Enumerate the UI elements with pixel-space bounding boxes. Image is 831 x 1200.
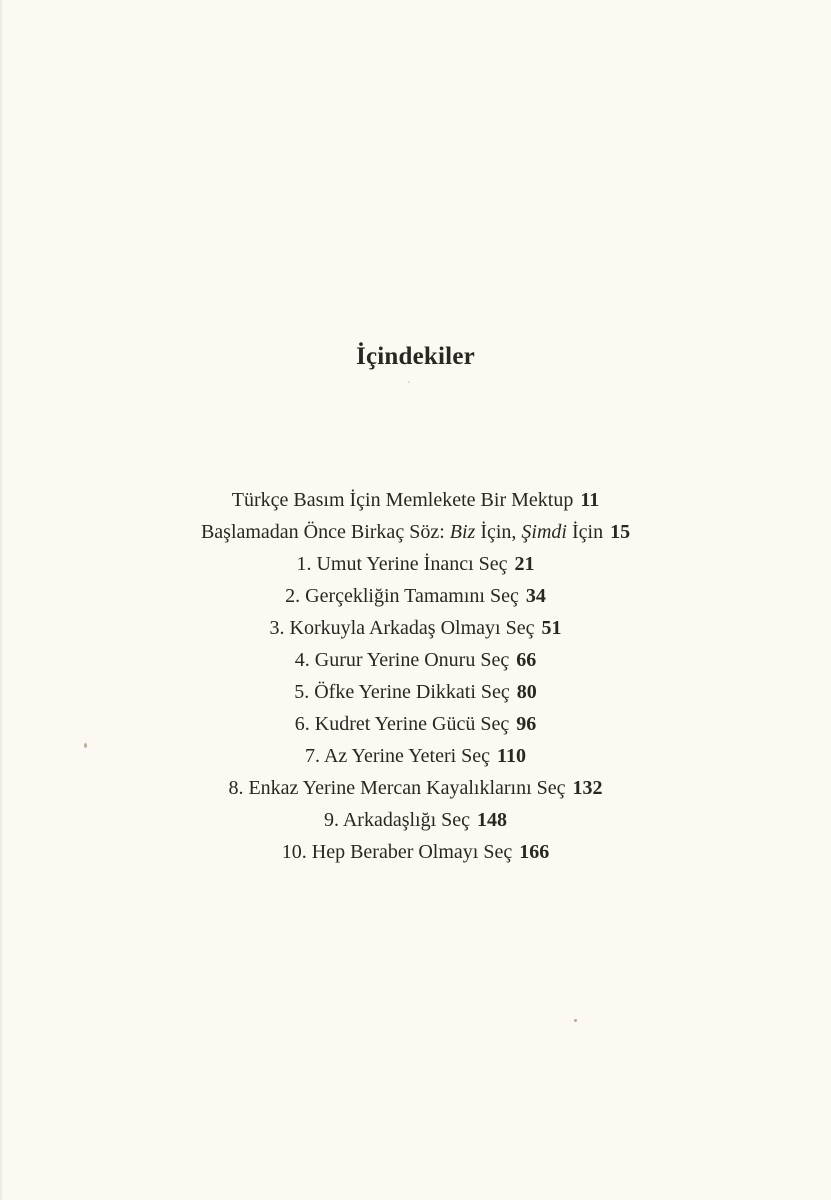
- toc-entry-title: 9. Arkadaşlığı Seç: [323, 809, 471, 831]
- toc-entry-title: 5. Öfke Yerine Dikkati Seç: [294, 681, 510, 703]
- toc-entry: [0, 516, 831, 548]
- toc-entry: [0, 772, 831, 804]
- toc-entry-title: 3. Korkuyla Arkadaş Olmayı Seç: [269, 617, 535, 639]
- toc-entry-title: 2. Gerçekliğin Tamamını Seç: [285, 585, 519, 607]
- toc-entry-title: 1. Umut Yerine İnancı Seç: [296, 553, 508, 575]
- toc-entry-page: 66: [516, 649, 537, 671]
- toc-entry: [0, 804, 831, 836]
- toc-entry-page: 34: [525, 585, 546, 607]
- toc-entry: [0, 548, 831, 580]
- paper-speck: [574, 1019, 577, 1022]
- toc-entry-title: 4. Gurur Yerine Onuru Seç: [294, 649, 510, 671]
- toc-entry-title: 7. Az Yerine Yeteri Seç: [305, 745, 491, 767]
- toc-entry: [0, 580, 831, 612]
- toc-entry: [0, 484, 831, 516]
- toc-entry-page: 166: [519, 841, 550, 863]
- toc-entry-title: Başlamadan Önce Birkaç Söz: Biz İçin, Şimdi İçin: [200, 521, 604, 543]
- toc-entry: [0, 644, 831, 676]
- toc-entry-page: 132: [572, 777, 603, 799]
- toc-entry: [0, 676, 831, 708]
- toc-entry-title: 8. Enkaz Yerine Mercan Kayalıklarını Seç: [228, 777, 566, 799]
- toc-entry-page: 110: [497, 745, 526, 767]
- toc-entry-page: 21: [514, 553, 535, 575]
- toc-entry-page: 96: [516, 713, 537, 735]
- toc-entry-title: 6. Kudret Yerine Gücü Seç: [294, 713, 510, 735]
- toc-entry-page: 148: [477, 809, 508, 831]
- toc-entry: [0, 740, 831, 772]
- page-title: İçindekiler: [356, 342, 475, 370]
- paper-speck: [408, 381, 410, 383]
- toc-entry-page: 51: [541, 617, 562, 639]
- toc-entry-title: Türkçe Basım İçin Memlekete Bir Mektup: [231, 489, 574, 511]
- toc-entry: [0, 612, 831, 644]
- toc-entry-title: 10. Hep Beraber Olmayı Seç: [281, 841, 513, 863]
- paper-speck: [84, 743, 87, 748]
- toc-entry: [0, 708, 831, 740]
- toc-entry-page: 15: [610, 521, 631, 543]
- table-of-contents: [0, 484, 831, 868]
- toc-entry-page: 11: [580, 489, 600, 511]
- toc-entry: [0, 836, 831, 868]
- toc-entry-page: 80: [516, 681, 537, 703]
